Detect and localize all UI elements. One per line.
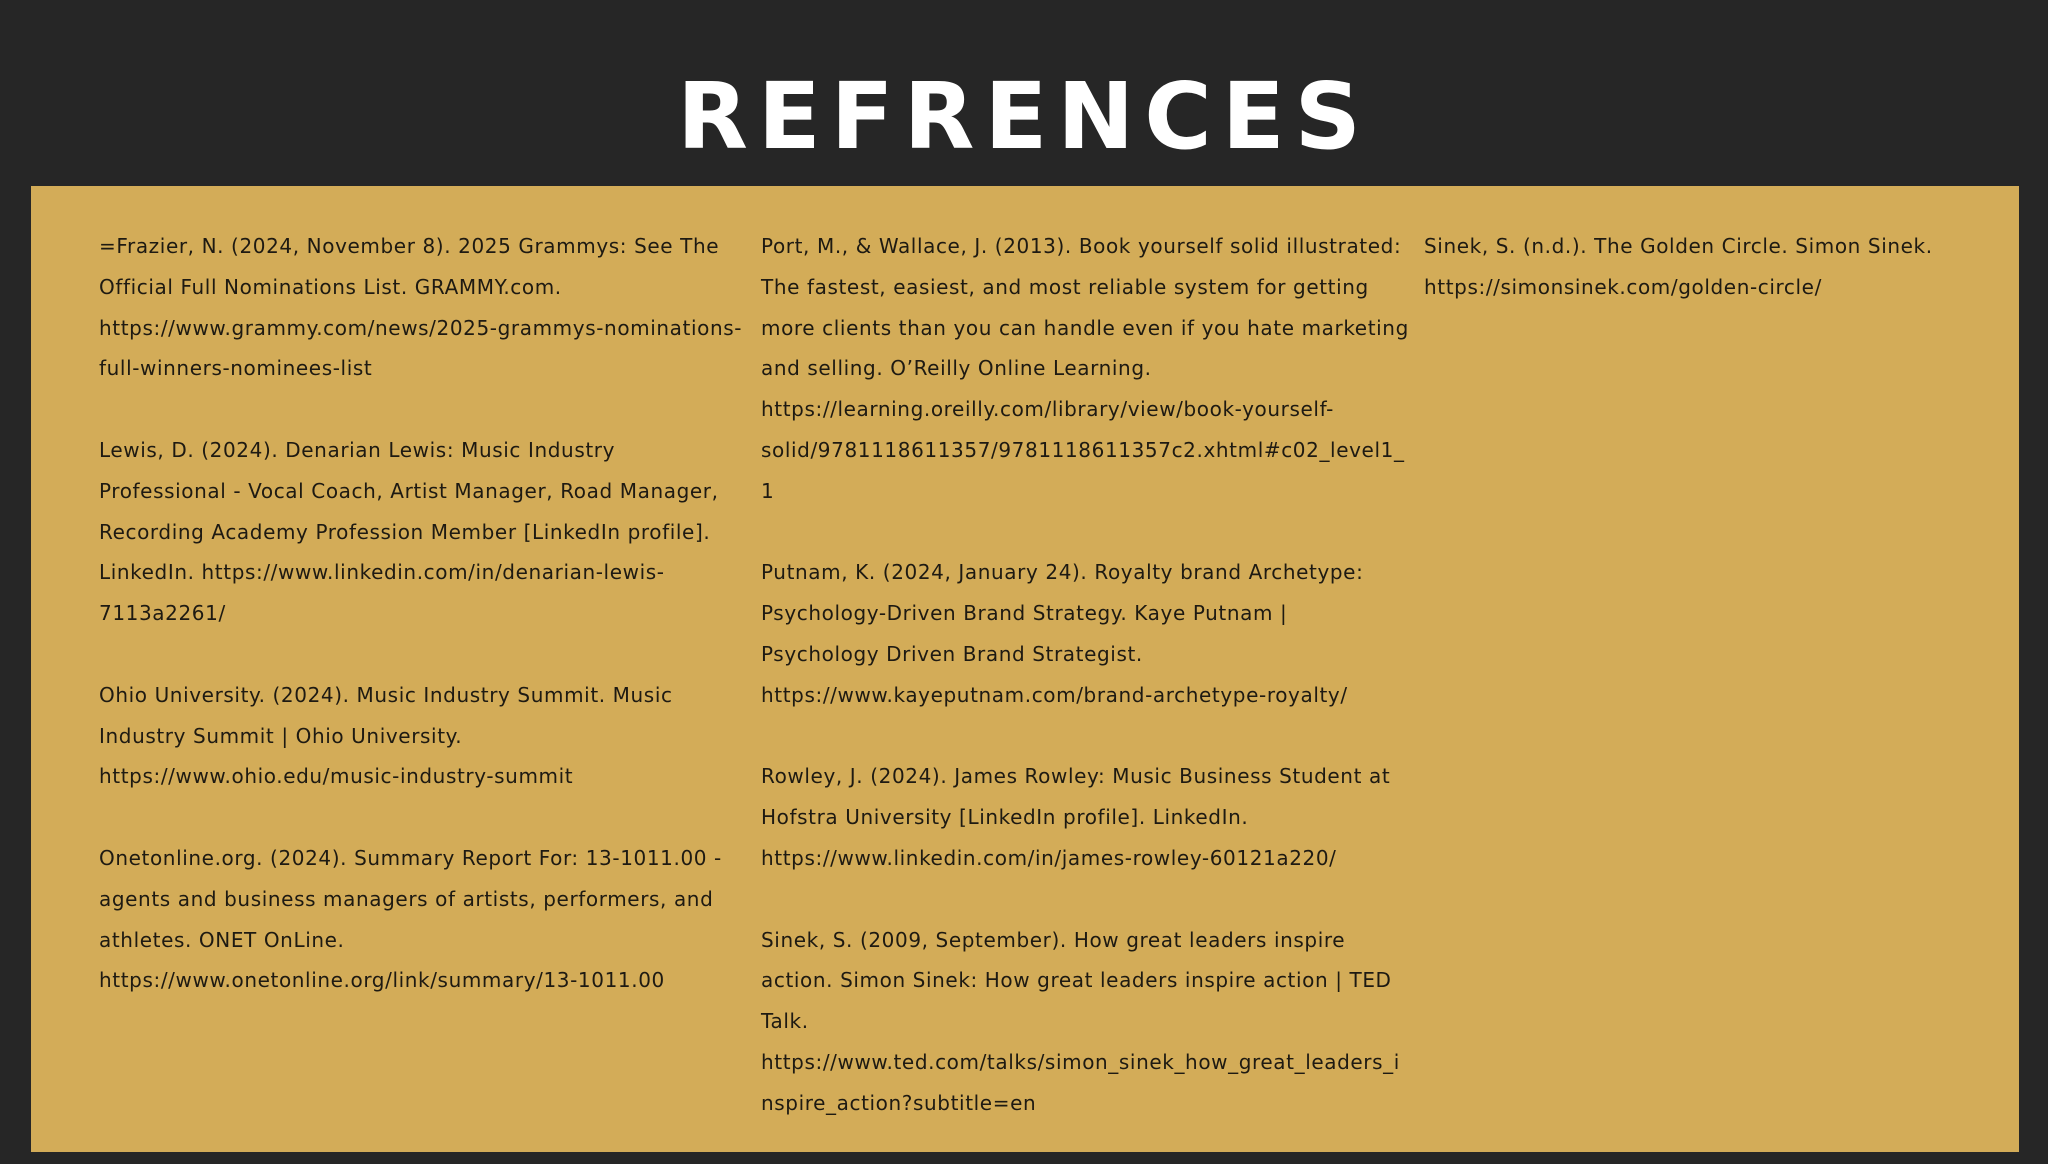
- slide-title: REFRENCES: [677, 63, 1371, 170]
- reference-item: Lewis, D. (2024). Denarian Lewis: Music Industry Professional - Vocal Coach, Artist Manager, Road Manager, Recording Academy Profession Member [LinkedIn profile]. LinkedIn. https://www.linkedin.com/in/denarian-lewis-7113a2261/: [99, 437, 719, 626]
- reference-item: =Frazier, N. (2024, November 8). 2025 Grammys: See The Official Full Nominations List. GRAMMY.com. https://www.grammy.com/news/2025-grammys-nominations-full-winners-nominees-list: [99, 234, 743, 381]
- references-column-3: [1424, 226, 1984, 348]
- reference-item: Rowley, J. (2024). James Rowley: Music Business Student at Hofstra University [LinkedIn profile]. LinkedIn. https://www.linkedin.com/in/james-rowley-60121a220/: [761, 764, 1391, 870]
- reference-item: Sinek, S. (n.d.). The Golden Circle. Simon Sinek. https://simonsinek.com/golden-circle/: [1424, 234, 1933, 299]
- references-column-1: [99, 226, 749, 1042]
- references-panel: [31, 186, 2019, 1152]
- reference-item: Port, M., & Wallace, J. (2013). Book yourself solid illustrated: The fastest, easiest, and most reliable system for getting more clients than you can handle even if you hate marketing and selling. O’Reilly Online Learning. https://learning.oreilly.com/library/view/book-yourself-solid/9781118611357/9781118611357c2.xhtml#c02_level1_1: [761, 234, 1409, 503]
- reference-item: Putnam, K. (2024, January 24). Royalty brand Archetype: Psychology-Driven Brand Strategy. Kaye Putnam | Psychology Driven Brand Strategist. https://www.kayeputnam.com/brand-archetype-royalty/: [761, 560, 1364, 707]
- reference-item: Sinek, S. (2009, September). How great leaders inspire action. Simon Sinek: How great leaders inspire action | TED Talk. https://www.ted.com/talks/simon_sinek_how_great_leaders_inspire_action?subtitle=en: [761, 927, 1400, 1115]
- reference-item: Ohio University. (2024). Music Industry Summit. Music Industry Summit | Ohio University. https://www.ohio.edu/music-industry-summit: [99, 682, 673, 789]
- reference-item: Onetonline.org. (2024). Summary Report For: 13-1011.00 - agents and business managers of artists, performers, and athletes. ONET OnLine. https://www.onetonline.org/link/summary/13-1011.00: [99, 845, 722, 993]
- references-column-2: [761, 226, 1411, 1164]
